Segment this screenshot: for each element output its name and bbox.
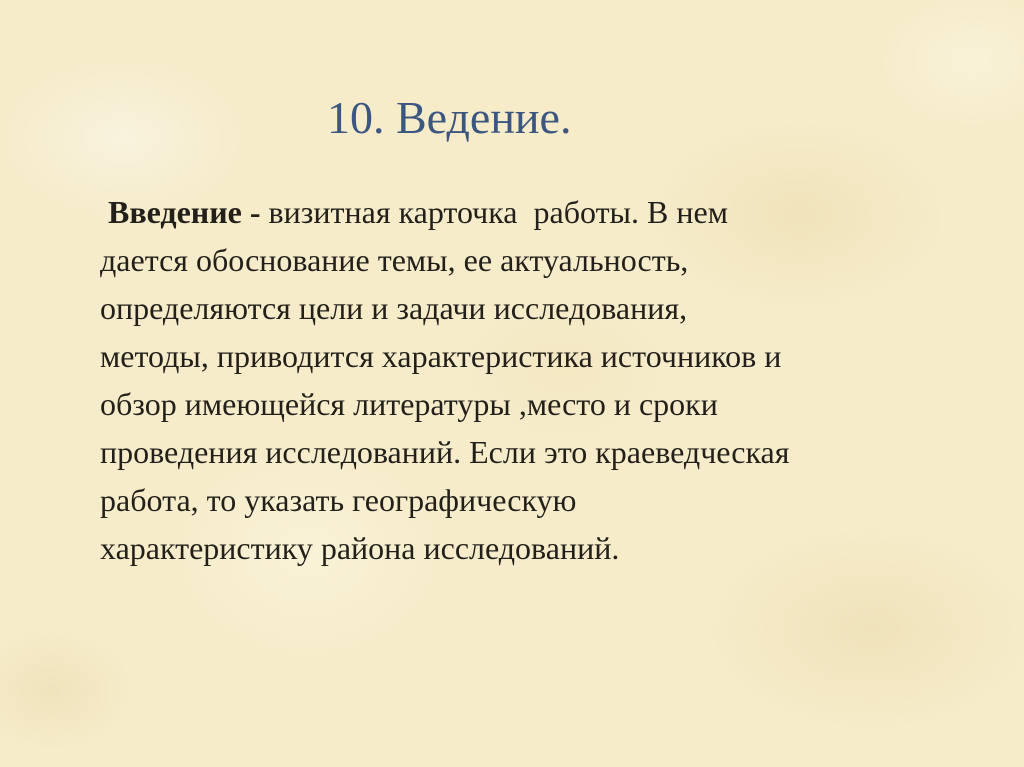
body-line: проведения исследований. Если это краеведческая [100,434,790,470]
body-line: дается обоснование темы, ее актуальность, [100,242,689,278]
slide-title: 10. Ведение. [327,92,572,143]
body-line: характеристику района исследований. [100,530,620,566]
lead-term: Введение - [100,194,269,230]
body-line: работа, то указать географическую [100,482,577,518]
body-line-text: визитная карточка работы. В нем [268,194,728,230]
body-line: методы, приводится характеристика источников и [100,338,782,374]
body-line [100,188,1000,236]
body-line: определяются цели и задачи исследования, [100,290,688,326]
body-line: обзор имеющейся литературы ,место и сроки [100,386,718,422]
slide-body [100,188,1000,572]
